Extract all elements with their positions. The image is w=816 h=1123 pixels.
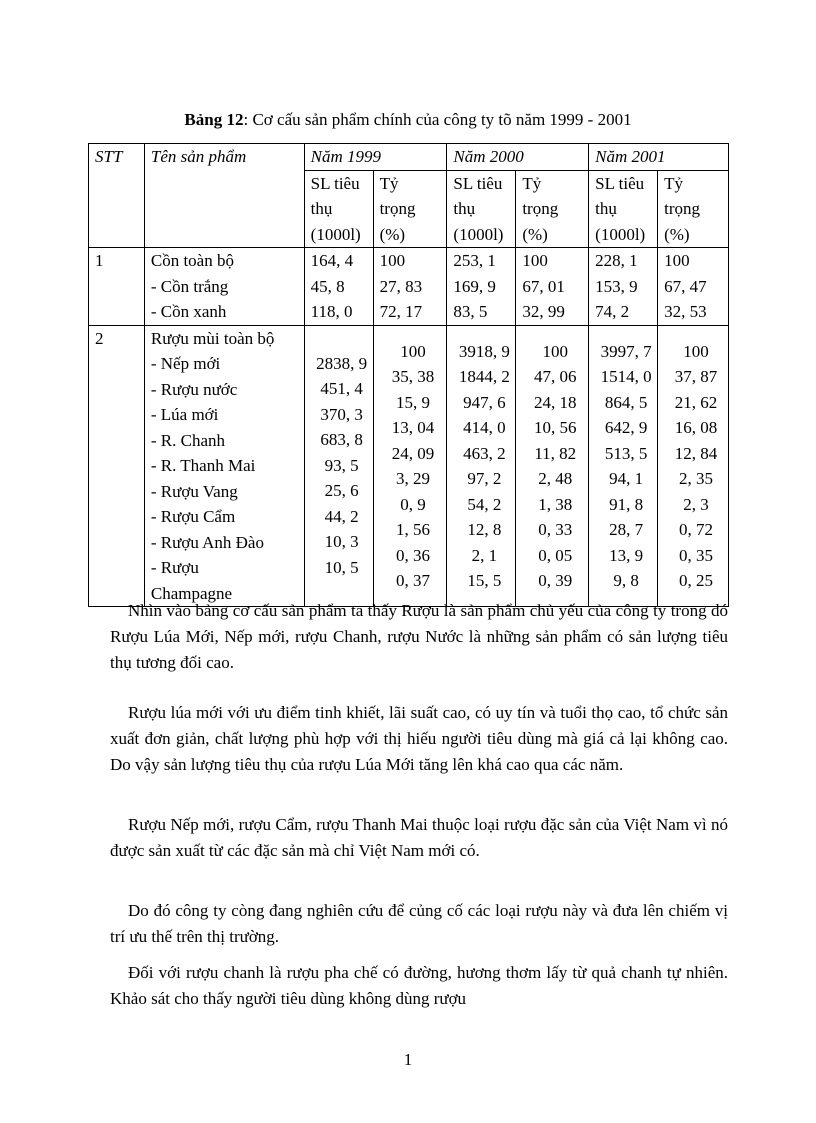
- cell-line: 2, 1: [471, 545, 498, 565]
- group1-stt: 1: [89, 248, 145, 326]
- cell-line: 0, 37: [395, 571, 430, 590]
- cell-line: 253, 1: [453, 251, 496, 270]
- table-row-group-1: [89, 248, 729, 326]
- cell-line: 100: [379, 251, 406, 270]
- cell-line: 947, 6: [463, 392, 506, 412]
- cell-line: 0, 39: [538, 571, 573, 590]
- cell-line: 414, 0: [463, 418, 506, 437]
- paragraph-5: Đối với rượu chanh là rượu pha chế có đường, hương thơm lấy từ quả chanh tự nhiên. Khảo sát cho thấy người tiêu dùng không dùng rượu: [110, 963, 728, 1008]
- cell-line: 35, 38: [391, 367, 435, 386]
- cell-line: 2, 35: [679, 469, 714, 488]
- cell-line: 0, 72: [679, 520, 714, 539]
- cell-line: 15, 5: [467, 571, 502, 590]
- cell-line: 100: [542, 341, 568, 361]
- cell-line: 37, 87: [674, 367, 718, 386]
- header-year-2001: Năm 2001: [589, 144, 729, 171]
- group2-ty-2000: [516, 325, 589, 607]
- cell-line: 72, 17: [379, 302, 423, 321]
- cell-line: 27, 83: [379, 276, 423, 296]
- cell-line: 44, 2: [324, 506, 359, 526]
- cell-line: 91, 8: [609, 494, 644, 514]
- cell-line: 0, 05: [538, 545, 573, 565]
- group1-names: [144, 248, 304, 326]
- cell-line: 25, 6: [324, 481, 359, 500]
- cell-line: 1844, 2: [458, 367, 510, 386]
- group2-stt: 2: [89, 325, 145, 607]
- paragraph-4: Do đó công ty còng đang nghiên cứu để củng cố các loại rượu này và đưa lên chiếm vị trí ưu thế trên thị trường.: [110, 901, 728, 946]
- cell-line: 16, 08: [674, 418, 718, 437]
- group2-ty-2001: [658, 325, 729, 607]
- cell-line: 153, 9: [595, 276, 638, 296]
- group1-ty-2000: [516, 248, 589, 326]
- cell-line: 0, 25: [679, 571, 714, 590]
- header-row-years: [89, 144, 729, 171]
- cell-line: Cồn toàn bộ: [150, 251, 234, 270]
- cell-line: 0, 9: [400, 494, 426, 514]
- cell-line: 13, 04: [391, 418, 435, 437]
- cell-line: 21, 62: [674, 392, 718, 412]
- cell-line: 10, 3: [324, 532, 359, 551]
- header-ty-2000: Tỷ trọng (%): [516, 170, 589, 248]
- group1-sl-2000: [447, 248, 516, 326]
- cell-line: 100: [522, 251, 548, 270]
- cell-line: - Cồn trắng: [150, 276, 229, 296]
- group2-ty-1999: [373, 325, 447, 607]
- cell-line: 0, 36: [395, 545, 430, 565]
- cell-line: 3997, 7: [600, 341, 652, 361]
- cell-line: - R. Thanh Mai: [150, 456, 256, 475]
- cell-line: - Cồn xanh: [150, 302, 227, 321]
- cell-line: 0, 33: [538, 520, 573, 539]
- cell-line: 47, 06: [534, 367, 577, 386]
- cell-line: Champagne: [150, 583, 233, 603]
- caption-text: : Cơ cấu sản phẩm chính của công ty tõ năm 1999 - 2001: [243, 110, 632, 129]
- cell-line: 2, 3: [683, 494, 709, 514]
- cell-line: 10, 56: [534, 418, 577, 437]
- cell-line: 1514, 0: [600, 367, 652, 386]
- header-ty-2001: Tỷ trọng (%): [658, 170, 729, 248]
- cell-line: 164, 4: [310, 251, 354, 270]
- header-year-2000: Năm 2000: [447, 144, 589, 171]
- cell-line: 2838, 9: [316, 353, 368, 373]
- cell-line: 12, 8: [467, 520, 502, 539]
- group2-sl-1999: [304, 325, 373, 607]
- cell-line: 513, 5: [604, 443, 648, 463]
- cell-line: 864, 5: [604, 392, 648, 412]
- caption-label: Bảng 12: [184, 110, 244, 129]
- cell-line: 451, 4: [320, 379, 363, 398]
- header-sl-1999: SL tiêu thụ (1000l): [304, 170, 373, 248]
- cell-line: 83, 5: [453, 302, 488, 321]
- cell-line: 93, 5: [324, 455, 359, 475]
- cell-line: 169, 9: [453, 276, 496, 296]
- cell-line: 3, 29: [395, 469, 430, 488]
- cell-line: 94, 1: [609, 469, 644, 488]
- cell-line: 24, 09: [391, 443, 435, 463]
- cell-line: 74, 2: [595, 302, 630, 321]
- cell-line: 0, 35: [679, 545, 714, 565]
- group2-sl-2001: [589, 325, 658, 607]
- cell-line: 13, 9: [609, 545, 644, 565]
- cell-line: 54, 2: [467, 494, 502, 514]
- cell-line: 11, 82: [534, 443, 577, 463]
- table-caption: [0, 110, 816, 130]
- cell-line: 32, 99: [522, 302, 565, 321]
- cell-line: 118, 0: [310, 302, 353, 321]
- header-product: Tên sản phẩm: [144, 144, 304, 248]
- cell-line: 228, 1: [595, 251, 638, 270]
- cell-line: 1, 38: [538, 494, 573, 514]
- cell-line: - Rượu Anh Đào: [150, 532, 264, 552]
- table-row-group-2: [89, 325, 729, 607]
- cell-line: 24, 18: [534, 392, 577, 412]
- group1-sl-2001: [589, 248, 658, 326]
- cell-line: - Rượu: [150, 558, 199, 577]
- cell-line: Rượu mùi toàn bộ: [150, 328, 275, 348]
- group2-names: [144, 325, 304, 607]
- cell-line: 28, 7: [609, 520, 644, 539]
- cell-line: 370, 3: [320, 404, 363, 424]
- cell-line: 1, 56: [395, 520, 430, 539]
- cell-line: 463, 2: [463, 443, 506, 463]
- cell-line: 100: [683, 341, 709, 361]
- cell-line: 32, 53: [664, 302, 707, 321]
- group1-ty-1999: [373, 248, 447, 326]
- header-sl-2001: SL tiêu thụ (1000l): [589, 170, 658, 248]
- cell-line: 12, 84: [674, 443, 718, 463]
- cell-line: 9, 8: [613, 571, 639, 590]
- cell-line: 642, 9: [604, 418, 648, 437]
- header-ty-1999: Tỷ trọng (%): [373, 170, 447, 248]
- cell-line: 97, 2: [467, 469, 502, 488]
- cell-line: 100: [664, 251, 690, 270]
- cell-line: - Lúa mới: [150, 405, 219, 424]
- cell-line: - Rượu Cẩm: [150, 507, 236, 526]
- paragraph-2: Rượu lúa mới với ưu điểm tinh khiết, lãi suất cao, có uy tín và tuổi thọ cao, tổ chức sản xuất đơn giản, chất lượng phù hợp với thị hiếu người tiêu dùng mà giá cả lại không cao. Do vậy sản lượng tiêu thụ của rượu Lúa Mới tăng lên khá cao qua các năm.: [110, 703, 728, 774]
- header-stt: STT: [89, 144, 145, 248]
- cell-line: 67, 01: [522, 276, 565, 296]
- cell-line: 100: [400, 341, 426, 361]
- cell-line: - Rượu nước: [150, 379, 238, 399]
- cell-line: 10, 5: [324, 557, 359, 577]
- cell-line: 3918, 9: [458, 341, 510, 361]
- header-year-1999: Năm 1999: [304, 144, 447, 171]
- cell-line: 15, 9: [395, 392, 430, 412]
- group1-ty-2001: [658, 248, 729, 326]
- paragraph-3: Rượu Nếp mới, rượu Cẩm, rượu Thanh Mai thuộc loại rượu đặc sản của Việt Nam vì nó được sản xuất từ các đặc sản mà chỉ Việt Nam mới có.: [110, 815, 728, 860]
- group1-sl-1999: [304, 248, 373, 326]
- cell-line: 67, 47: [664, 276, 707, 296]
- group2-sl-2000: [447, 325, 516, 607]
- page-number: 1: [403, 1050, 413, 1069]
- cell-line: - Nếp mới: [150, 354, 221, 373]
- cell-line: - Rượu Vang: [150, 481, 238, 501]
- cell-line: - R. Chanh: [150, 430, 225, 450]
- header-sl-2000: SL tiêu thụ (1000l): [447, 170, 516, 248]
- cell-line: 683, 8: [320, 430, 363, 449]
- cell-line: 2, 48: [538, 469, 573, 488]
- product-structure-table: [88, 143, 729, 607]
- paragraph-1: Nhìn vào bảng cơ cấu sản phẩm ta thấy Rượu là sản phẩm chủ yếu của công ty trong đó Rượu Lúa Mới, Nếp mới, rượu Chanh, rượu Nước là những sản phẩm có sản lượng tiêu thụ tương đối cao.: [110, 601, 728, 672]
- cell-line: 45, 8: [310, 276, 345, 296]
